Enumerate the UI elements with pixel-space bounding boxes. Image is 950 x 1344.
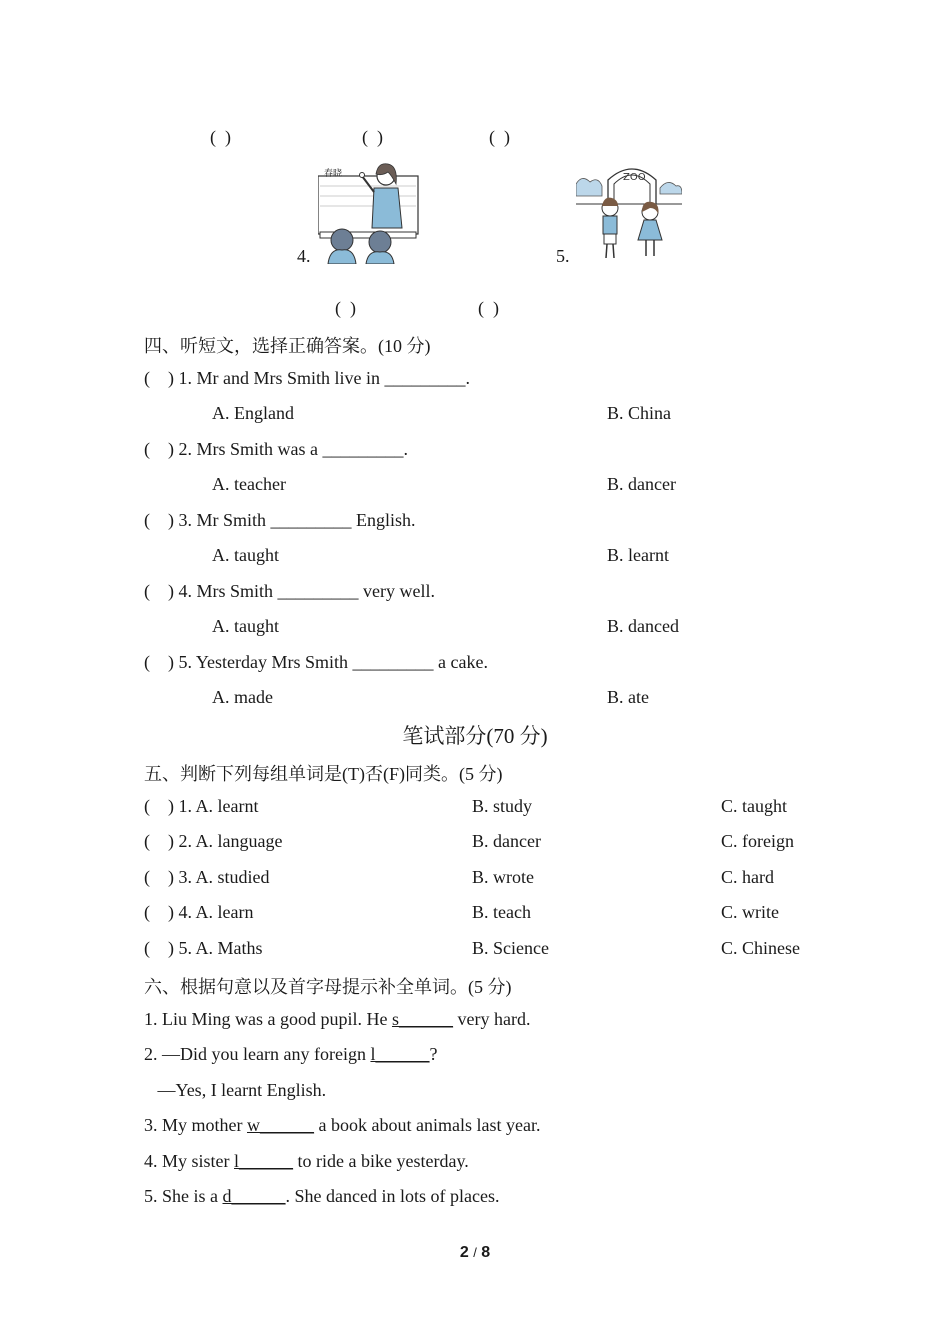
picture-number-5: 5. — [556, 246, 570, 266]
picture-number-4: 4. — [297, 246, 311, 266]
fill-sentence: 2. —Did you learn any foreign l______? — [144, 1044, 438, 1064]
word-group-a: ( ) 4. A. learn — [144, 902, 254, 922]
word-group-c: C. hard — [721, 867, 774, 887]
word-group-c: C. foreign — [721, 831, 794, 851]
answer-blank-4: ( ) — [335, 298, 356, 318]
fill-blank: l______ — [234, 1151, 294, 1171]
option-b: B. danced — [607, 616, 679, 636]
word-group-b: B. teach — [472, 902, 531, 922]
question-stem: ( ) 2. Mrs Smith was a _________. — [144, 439, 408, 459]
written-part-heading: 笔试部分(70 分) — [402, 724, 548, 748]
word-group-b: B. study — [472, 796, 533, 816]
answer-blank-3: ( ) — [489, 127, 510, 147]
board-text: 春晓 — [324, 169, 343, 179]
fill-blank: w______ — [247, 1115, 314, 1135]
fill-sentence: —Yes, I learnt English. — [144, 1080, 327, 1100]
option-b: B. learnt — [607, 545, 669, 565]
option-b: B. dancer — [607, 474, 676, 494]
option-b: B. China — [607, 403, 672, 423]
word-group-b: B. Science — [472, 938, 549, 958]
answer-blank-2: ( ) — [362, 127, 383, 147]
zoo-sign-text: ZOO — [623, 172, 646, 183]
word-group-a: ( ) 2. A. language — [144, 831, 283, 851]
question-stem: ( ) 3. Mr Smith _________ English. — [144, 510, 416, 530]
word-group-c: C. write — [721, 902, 779, 922]
section4-title: 四、听短文，选择正确答案。(10 分) — [144, 336, 431, 356]
question-stem: ( ) 1. Mr and Mrs Smith live in _________. — [144, 368, 470, 388]
word-group-a: ( ) 3. A. studied — [144, 867, 270, 887]
option-a: A. taught — [212, 545, 279, 565]
fill-sentence: 5. She is a d______. She danced in lots of places. — [144, 1186, 500, 1206]
fill-sentence: 1. Liu Ming was a good pupil. He s______ very hard. — [144, 1009, 531, 1029]
option-a: A. teacher — [212, 474, 286, 494]
answer-blank-5: ( ) — [478, 298, 499, 318]
option-b: B. ate — [607, 687, 649, 707]
fill-sentence: 3. My mother w______ a book about animals last year. — [144, 1115, 541, 1135]
word-group-c: C. taught — [721, 796, 787, 816]
fill-blank: d______ — [222, 1186, 286, 1206]
answer-blank-1: ( ) — [210, 127, 231, 147]
question-stem: ( ) 5. Yesterday Mrs Smith _________ a cake. — [144, 652, 488, 672]
teacher-classroom-picture — [318, 158, 420, 264]
section6-title: 六、根据句意以及首字母提示补全单词。(5 分) — [144, 977, 512, 997]
word-group-a: ( ) 1. A. learnt — [144, 796, 259, 816]
word-group-b: B. wrote — [472, 867, 534, 887]
option-a: A. England — [212, 403, 294, 423]
word-group-b: B. dancer — [472, 831, 541, 851]
option-a: A. taught — [212, 616, 279, 636]
question-stem: ( ) 4. Mrs Smith _________ very well. — [144, 581, 435, 601]
section5-title: 五、判断下列每组单词是(T)否(F)同类。(5 分) — [144, 764, 503, 784]
word-group-c: C. Chinese — [721, 938, 800, 958]
fill-blank: s______ — [391, 1009, 453, 1029]
option-a: A. made — [212, 687, 273, 707]
word-group-a: ( ) 5. A. Maths — [144, 938, 263, 958]
fill-blank: l______ — [370, 1044, 430, 1064]
children-zoo-picture — [576, 160, 682, 262]
fill-sentence: 4. My sister l______ to ride a bike yesterday. — [144, 1151, 469, 1171]
page-number: 2 / 8 — [459, 1244, 491, 1261]
